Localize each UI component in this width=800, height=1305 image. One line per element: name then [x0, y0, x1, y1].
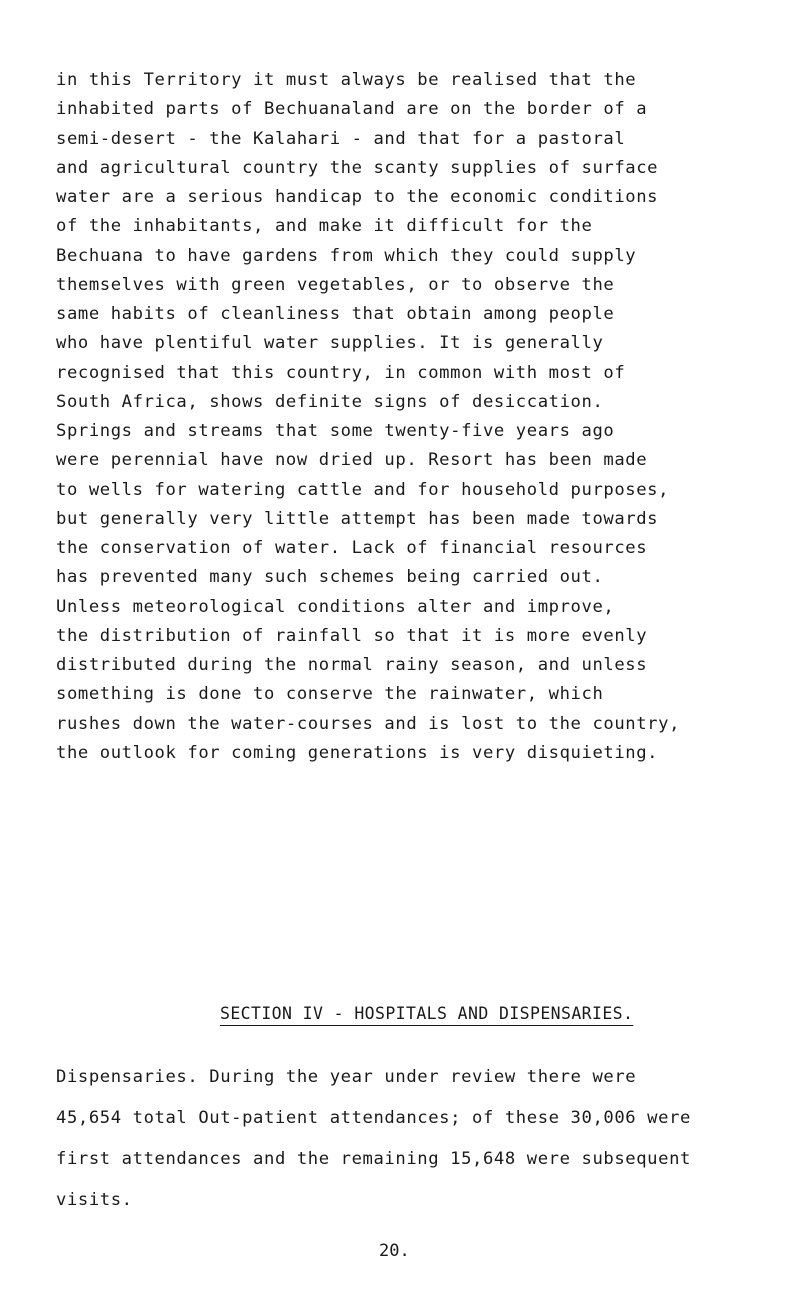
text-line: visits.: [56, 1190, 133, 1210]
text-line: water are a serious handicap to the economic conditions: [56, 187, 659, 207]
text-line: but generally very little attempt has been made towards: [56, 509, 659, 529]
text-line: to wells for watering cattle and for household purposes,: [56, 480, 670, 500]
text-line: Bechuana to have gardens from which they could supply: [56, 246, 637, 266]
text-line: 45,654 total Out-patient attendances; of these 30,006 were: [56, 1108, 691, 1128]
text-line: who have plentiful water supplies. It is generally: [56, 333, 604, 353]
section-heading: SECTION IV - HOSPITALS AND DISPENSARIES.: [220, 1004, 634, 1023]
text-line: distributed during the normal rainy season, and unless: [56, 655, 648, 675]
text-line: first attendances and the remaining 15,648 were subsequent: [56, 1149, 691, 1169]
text-line: themselves with green vegetables, or to observe the: [56, 275, 615, 295]
text-line: inhabited parts of Bechuanaland are on the border of a: [56, 99, 648, 119]
text-line: South Africa, shows definite signs of desiccation.: [56, 392, 604, 412]
text-line: semi-desert - the Kalahari - and that for a pastoral: [56, 129, 626, 149]
text-line: recognised that this country, in common with most of: [56, 363, 626, 383]
text-line: Unless meteorological conditions alter and improve,: [56, 597, 615, 617]
text-line: the outlook for coming generations is very disquieting.: [56, 743, 659, 763]
text-line: and agricultural country the scanty supplies of surface: [56, 158, 659, 178]
text-line: has prevented many such schemes being carried out.: [56, 567, 604, 587]
text-line: rushes down the water-courses and is lost to the country,: [56, 714, 681, 734]
text-line: something is done to conserve the rainwater, which: [56, 684, 604, 704]
text-line: the conservation of water. Lack of financial resources: [56, 538, 648, 558]
page-number: 20.: [379, 1241, 410, 1261]
text-line: in this Territory it must always be realised that the: [56, 70, 637, 90]
text-line: Springs and streams that some twenty-five years ago: [56, 421, 615, 441]
text-line: the distribution of rainfall so that it is more evenly: [56, 626, 648, 646]
text-line: Dispensaries. During the year under review there were: [56, 1067, 637, 1087]
text-line: of the inhabitants, and make it difficult for the: [56, 216, 593, 236]
text-line: same habits of cleanliness that obtain among people: [56, 304, 615, 324]
text-line: were perennial have now dried up. Resort has been made: [56, 450, 648, 470]
